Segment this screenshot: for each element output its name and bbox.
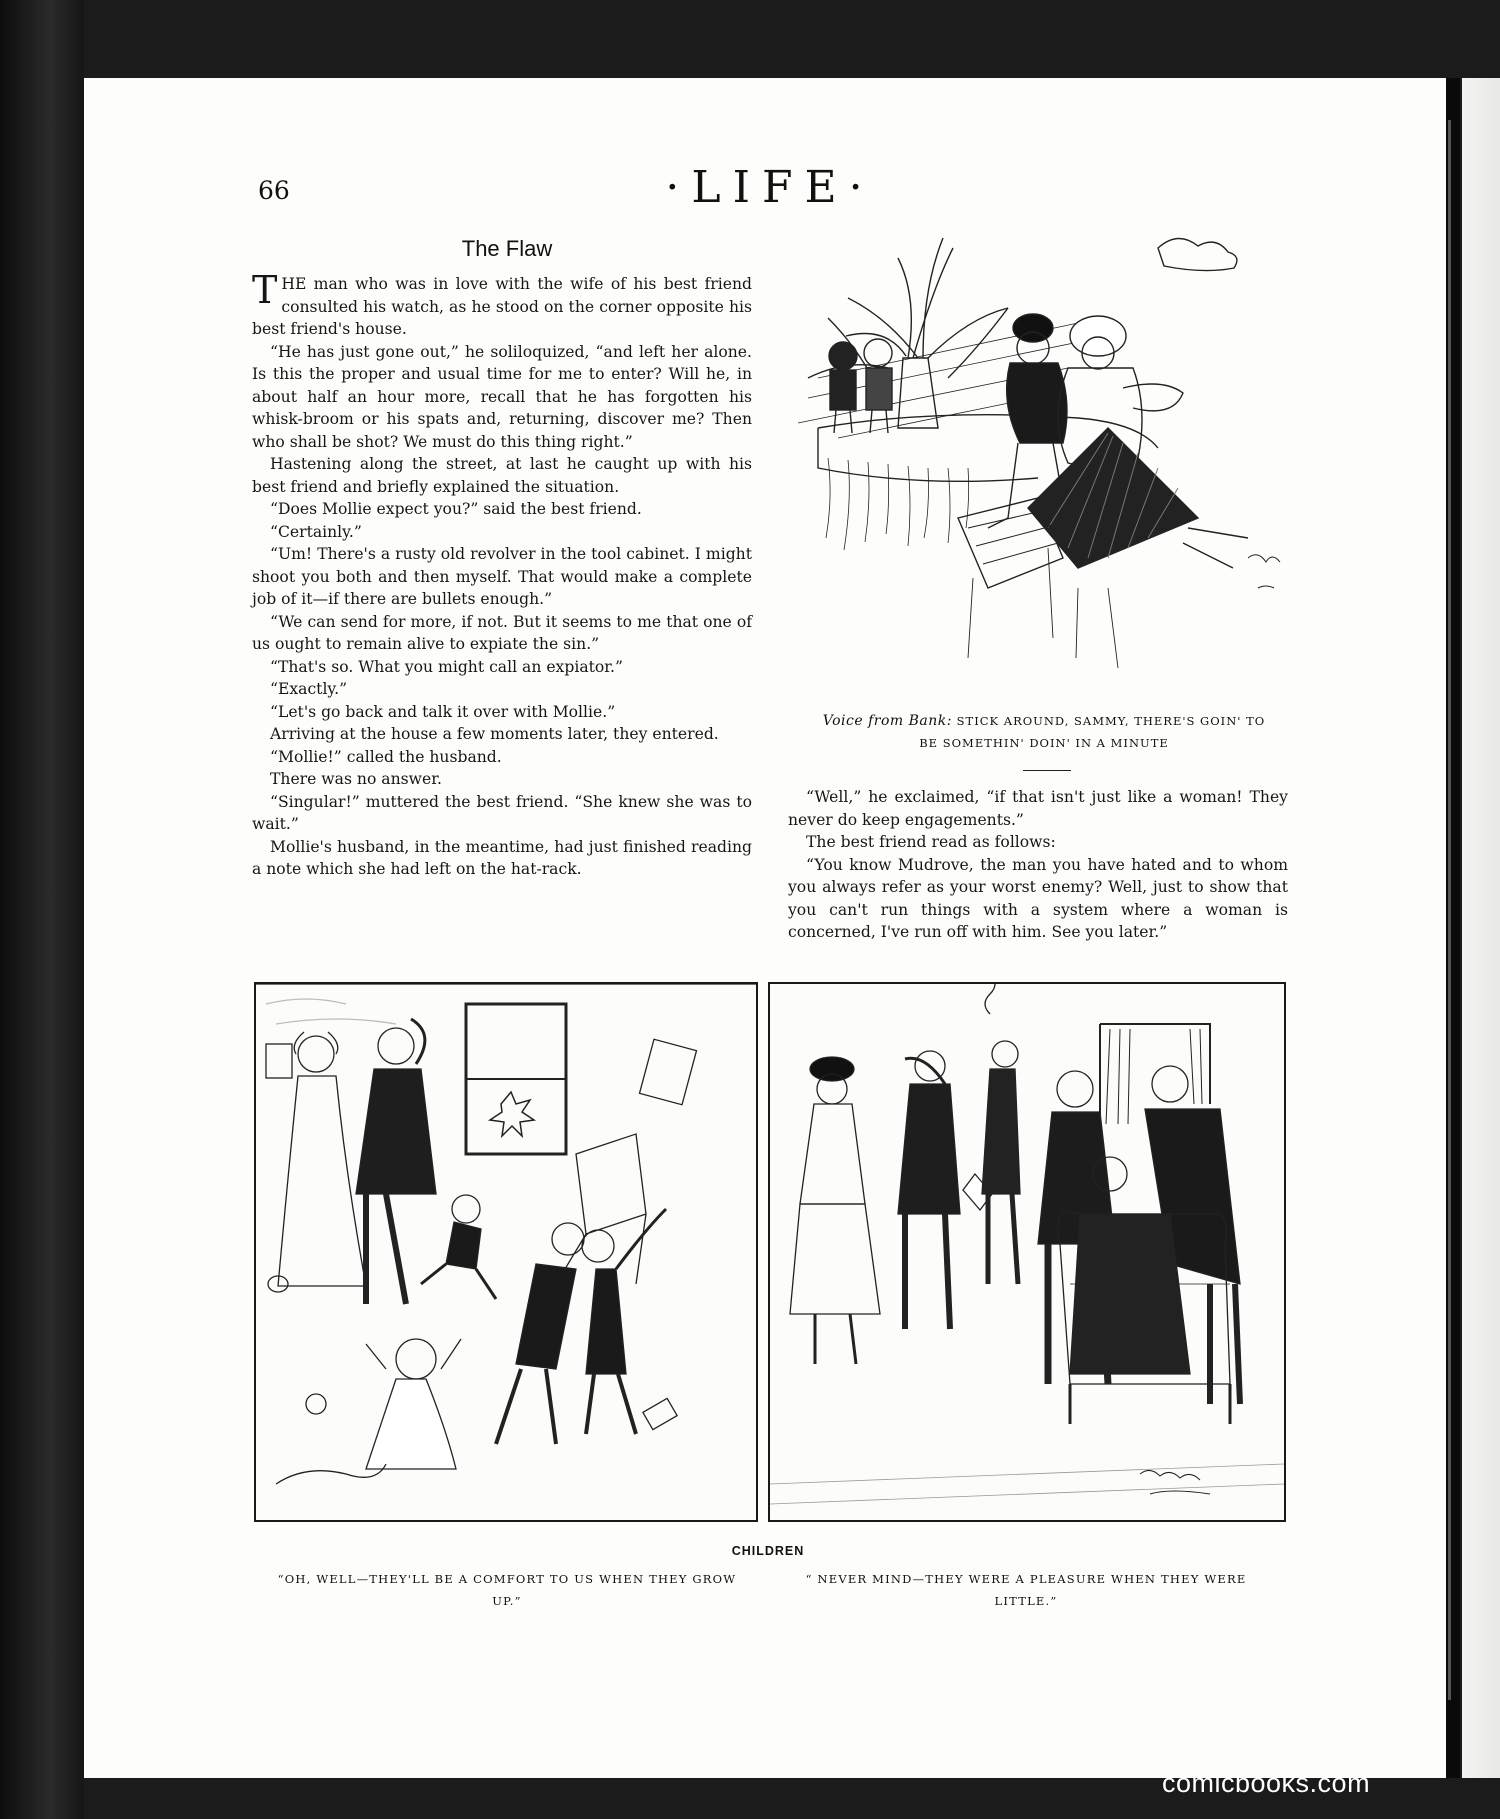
story-paragraph: THE man who was in love with the wife of his best friend consulted his watch, as he stood on the corner opposite his best friend's house. bbox=[252, 268, 752, 338]
story-paragraph: The best friend read as follows: bbox=[806, 833, 1056, 851]
cartoon-title: CHILDREN bbox=[731, 1544, 805, 1558]
masthead-title: ·LIFE· bbox=[665, 162, 875, 213]
story-paragraph: “Um! There's a rusty old revolver in the tool cabinet. I might shoot you both and then myself. That would make a complete job of it—if there are bullets enough.” bbox=[252, 545, 752, 608]
page-number: 66 bbox=[258, 176, 290, 205]
story-paragraph: “That's so. What you might call an expiator.” bbox=[270, 657, 623, 676]
story-paragraph: “Exactly.” bbox=[270, 680, 348, 698]
story-paragraph: “Certainly.” bbox=[270, 522, 362, 541]
site-watermark: comicbooks.com bbox=[1162, 1768, 1371, 1798]
skating-illustration bbox=[778, 228, 1308, 698]
left-panel-caption: “OH, WELL—THEY'LL BE A COMFORT TO US WHEN THEY GROW UP.” bbox=[277, 1572, 737, 1608]
binding-gutter-line bbox=[1448, 120, 1451, 1700]
next-page-edge bbox=[1462, 78, 1500, 1778]
story-paragraph: “Mollie!” called the husband. bbox=[270, 747, 502, 766]
drop-cap: T bbox=[252, 268, 278, 312]
story-paragraph: “Let's go back and talk it over with Mollie.” bbox=[270, 702, 616, 721]
story-paragraph: Mollie's husband, in the meantime, had just finished reading a note which she had left on the hat-rack. bbox=[252, 837, 752, 878]
caption-line-1: STICK AROUND, SAMMY, THERE'S GOIN' TO bbox=[956, 714, 1266, 728]
caption-speaker: Voice from Bank: bbox=[822, 713, 952, 729]
story-column-left bbox=[252, 268, 752, 881]
story-paragraph: “Well,” he exclaimed, “if that isn't just like a woman! They never do keep engagements.” bbox=[788, 788, 1288, 829]
top-cartoon-caption bbox=[788, 710, 1300, 754]
scan-border-left bbox=[0, 0, 84, 1819]
caption-line-2: BE SOMETHIN' DOIN' IN A MINUTE bbox=[919, 736, 1169, 750]
story-paragraph: “We can send for more, if not. But it seems to me that one of us ought to remain alive to expiate the sin.” bbox=[252, 612, 752, 653]
story-title: The Flaw bbox=[461, 236, 553, 261]
story-paragraph: There was no answer. bbox=[270, 770, 442, 788]
right-panel-caption: “ NEVER MIND—THEY WERE A PLEASURE WHEN THEY WERE LITTLE.” bbox=[805, 1572, 1247, 1608]
story-column-right bbox=[788, 786, 1288, 944]
story-paragraph: Hastening along the street, at last he caught up with his best friend and briefly explained the situation. bbox=[252, 455, 752, 496]
story-paragraph: “He has just gone out,” he soliloquized, “and left her alone. Is this the proper and usual time for me to enter? Will he, in about half an hour more, recall that he has forgotten his whisk-broom or his spats and, returning, discover me? Then who shall be shot? We must do this thing right.” bbox=[252, 342, 752, 451]
caption-divider bbox=[1023, 770, 1071, 771]
cartoon-panel-left bbox=[254, 982, 758, 1522]
story-paragraph: “Singular!” muttered the best friend. “She knew she was to wait.” bbox=[252, 792, 752, 833]
cartoon-panel-right bbox=[768, 982, 1286, 1522]
story-paragraph: “Does Mollie expect you?” said the best friend. bbox=[270, 500, 642, 518]
story-paragraph: Arriving at the house a few moments later, they entered. bbox=[270, 725, 719, 743]
story-paragraph: “You know Mudrove, the man you have hated and to whom you always refer as your worst enemy? Well, just to show that you can't run things with a system where a woman is concerned, I've run off with him. See you later.” bbox=[788, 855, 1288, 941]
